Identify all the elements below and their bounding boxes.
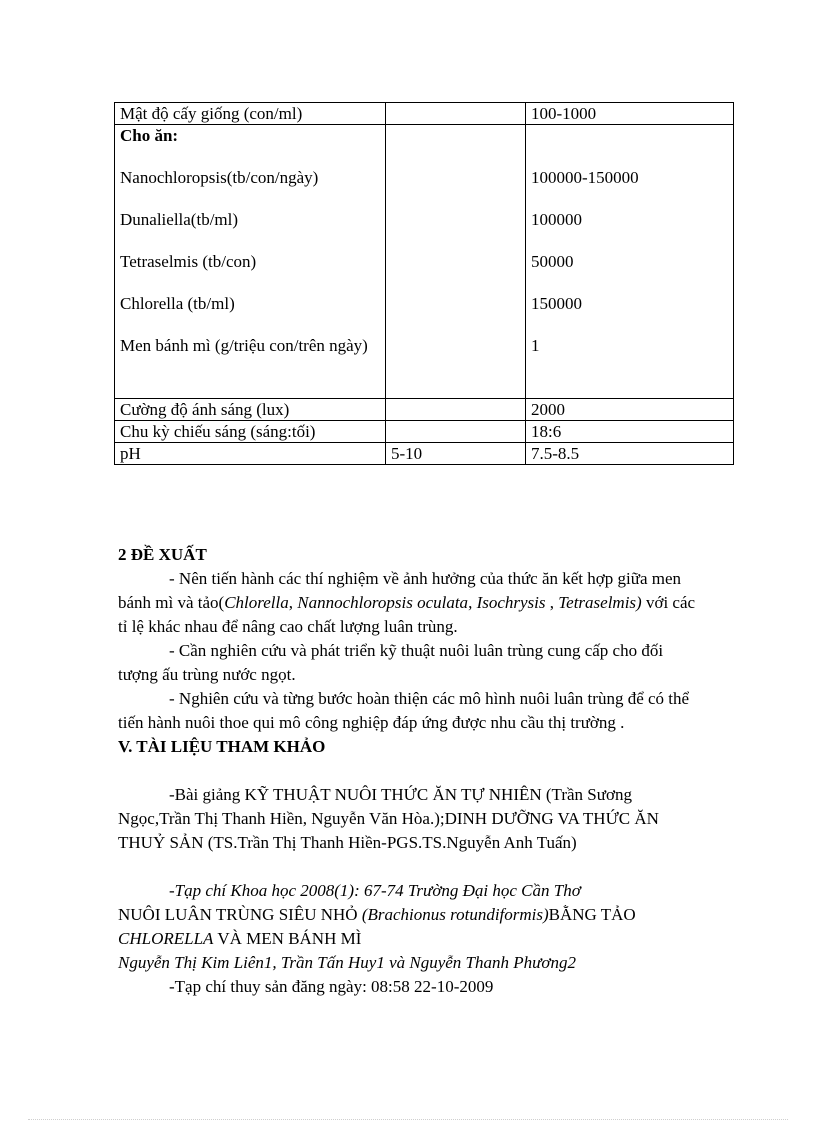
feed-item-label: Dunaliella(tb/ml) [120,210,239,229]
feed-item-value: 100000 [531,210,582,229]
cell-range [386,399,526,421]
table-row-feeding [115,125,734,399]
cell-label: Mật độ cấy giống (con/ml) [115,103,386,125]
cell-label: Chu kỳ chiếu sáng (sáng:tối) [115,421,386,443]
feed-item-value: 150000 [531,294,582,313]
cell-value: 2000 [526,399,734,421]
table-row [115,399,734,421]
cell-value: 18:6 [526,421,734,443]
cell-label: pH [115,443,386,465]
cell-label: Cường độ ánh sáng (lux) [115,399,386,421]
references-heading: V. TÀI LIỆU THAM KHẢO [118,737,326,756]
feed-item-label: Tetraselmis (tb/con) [120,252,257,271]
cell-value: 100-1000 [526,103,734,125]
reference-2-journal: -Tạp chí Khoa học 2008(1): 67-74 Trường Đại học Cần Thơ [169,881,581,900]
cell-value: 7.5-8.5 [526,443,734,465]
reference-2-authors: Nguyễn Thị Kim Liên1, Trần Tấn Huy1 và Nguyễn Thanh Phương2 [118,953,576,972]
proposal-heading: 2 ĐỀ XUẤT [118,545,207,564]
cell-feeding-values [526,125,734,399]
proposal-paragraph-3: - Nghiên cứu và từng bước hoàn thiện các mô hình nuôi luân trùng để có thể tiến hành nuôi thoe qui mô công nghiệp đáp ứng được nhu cầu thị trường . [118,689,690,732]
feed-item-value: 50000 [531,252,574,271]
table-row [115,421,734,443]
reference-1: -Bài giảng KỸ THUẬT NUÔI THỨC ĂN TỰ NHIÊN (Trần Sương Ngọc,Trần Thị Thanh Hiền, Nguyễn Văn Hòa.);DINH DƯỠNG VA THỨC ĂN THUỶ SẢN (TS.Trần Thị Thanh Hiền-PGS.TS.Nguyễn Anh Tuấn) [118,785,659,852]
table-row [115,443,734,465]
cell-range: 5-10 [386,443,526,465]
cell-range [386,421,526,443]
page-bottom-divider [28,1119,788,1120]
parameters-table [114,102,734,465]
feed-item-value: 1 [531,336,540,355]
cell-range [386,103,526,125]
feed-item-label: Nanochloropsis(tb/con/ngày) [120,168,319,187]
reference-3: -Tạp chí thuy sản đăng ngày: 08:58 22-10-2009 [169,977,494,996]
proposal-paragraph-1: - Nên tiến hành các thí nghiệm về ảnh hưởng của thức ăn kết hợp giữa men bánh mì và tảo(Chlorella, Nannochloropsis oculata, Isochrysis , Tetraselmis) với các tỉ lệ khác nhau để nâng cao chất lượng luân trùng. [118,569,696,636]
feed-item-value: 100000-150000 [531,168,639,187]
body-text [118,543,698,999]
cell-feeding-range [386,125,526,399]
table-row [115,103,734,125]
proposal-paragraph-2: - Cần nghiên cứu và phát triển kỹ thuật nuôi luân trùng cung cấp cho đối tượng ấu trùng nước ngọt. [118,641,664,684]
reference-2-title: NUÔI LUÂN TRÙNG SIÊU NHỎ (Brachionus rotundiformis)BẰNG TẢO CHLORELLA VÀ MEN BÁNH MÌ [118,905,636,948]
feed-item-label: Chlorella (tb/ml) [120,294,235,313]
feed-item-label: Men bánh mì (g/triệu con/trên ngày) [120,336,368,355]
cell-feeding-labels [115,125,386,399]
feeding-title: Cho ăn: [120,126,179,145]
